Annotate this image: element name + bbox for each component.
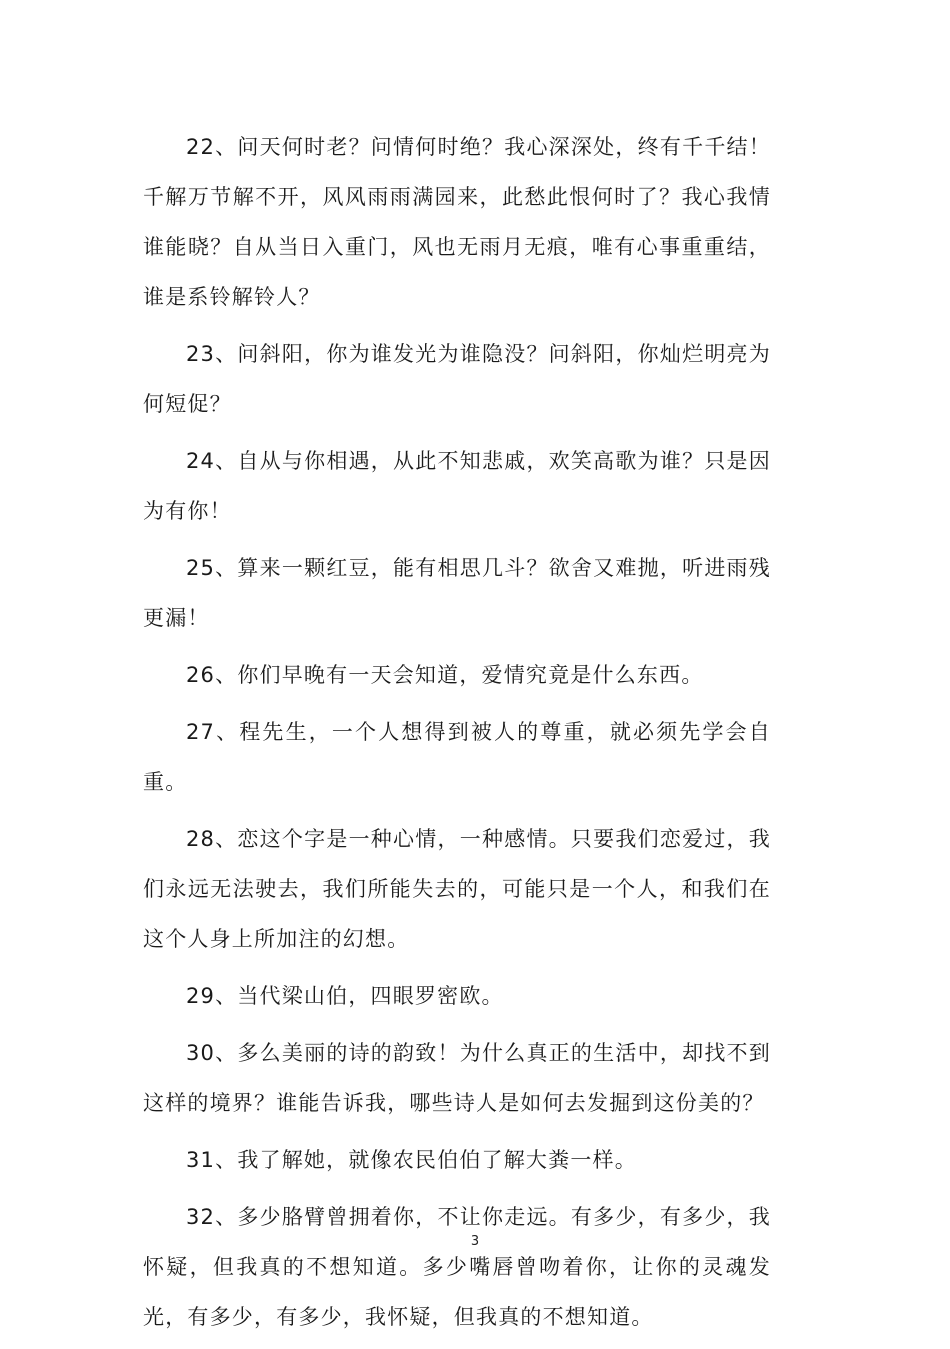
paragraph-31: 31、我了解她，就像农民伯伯了解大粪一样。 <box>186 1148 637 1172</box>
text-body <box>143 122 771 1349</box>
paragraph-24: 24、自从与你相遇，从此不知悲戚，欢笑高歌为谁？只是因为有你！ <box>143 449 771 523</box>
page-number: 3 <box>470 1234 480 1249</box>
paragraph-22: 22、问天何时老？问情何时绝？我心深深处，终有千千结！千解万节解不开，风风雨雨满园来，此愁此恨何时了？我心我情谁能晓？自从当日入重门，风也无雨月无痕，唯有心事重重结，谁是系铃解铃人？ <box>143 135 771 309</box>
paragraph-29: 29、当代梁山伯，四眼罗密欧。 <box>186 984 504 1008</box>
paragraph-25: 25、算来一颗红豆，能有相思几斗？欲舍又难抛，听进雨残更漏！ <box>143 556 771 630</box>
paragraph-28: 28、恋这个字是一种心情，一种感情。只要我们恋爱过，我们永远无法驶去，我们所能失去的，可能只是一个人，和我们在这个人身上所加注的幻想。 <box>143 827 771 951</box>
paragraph-30: 30、多么美丽的诗的韵致！为什么真正的生活中，却找不到这样的境界？谁能告诉我，哪些诗人是如何去发掘到这份美的？ <box>143 1041 771 1115</box>
paragraph-23: 23、问斜阳，你为谁发光为谁隐没？问斜阳，你灿烂明亮为何短促？ <box>143 342 771 416</box>
paragraph-27: 27、程先生，一个人想得到被人的尊重，就必须先学会自重。 <box>143 720 771 794</box>
paragraph-32: 32、多少胳臂曾拥着你，不让你走远。有多少，有多少，我怀疑，但我真的不想知道。多少嘴唇曾吻着你，让你的灵魂发光，有多少，有多少，我怀疑，但我真的不想知道。 <box>143 1205 771 1329</box>
paragraph-26: 26、你们早晚有一天会知道，爱情究竟是什么东西。 <box>186 663 704 687</box>
